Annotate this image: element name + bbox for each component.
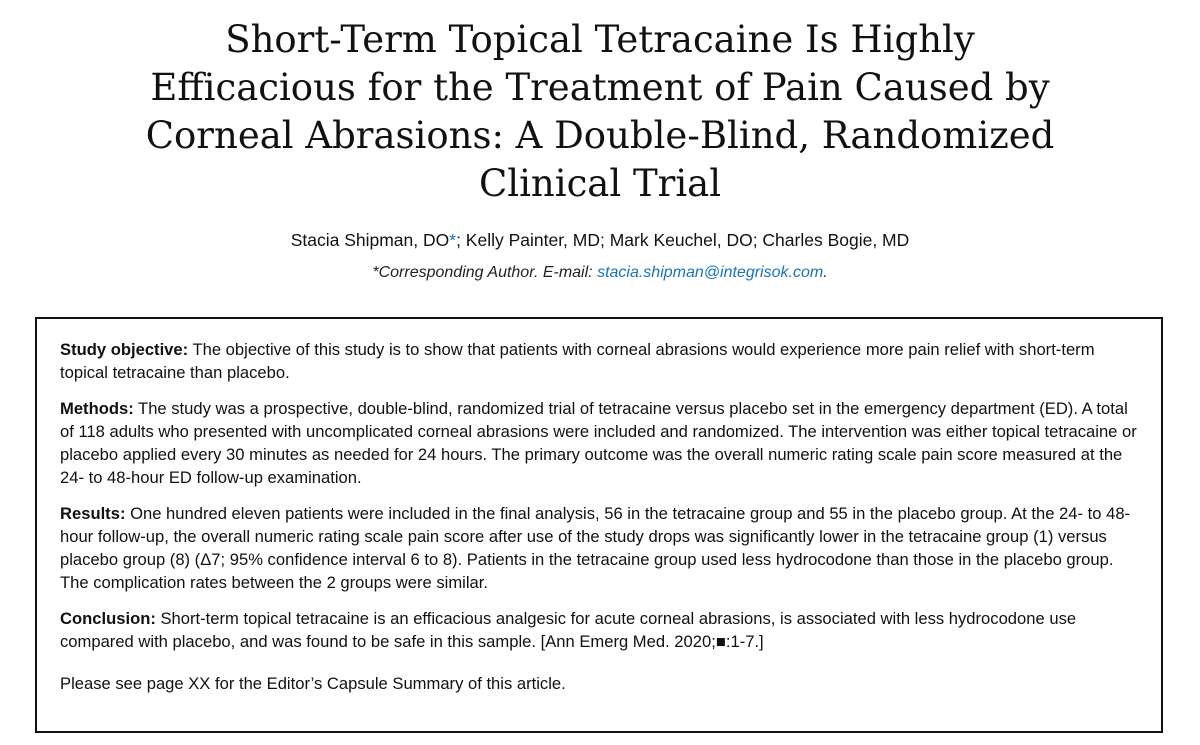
abstract-box [35, 317, 1163, 733]
conclusion-paragraph [60, 607, 1139, 653]
email-link[interactable]: stacia.shipman@integrisok.com [597, 264, 824, 281]
objective-label: Study objective: [60, 340, 189, 359]
corresponding-suffix: . [823, 264, 828, 281]
title-line: Clinical Trial [478, 162, 722, 205]
objective-text: The objective of this study is to show that patients with corneal abrasions would experience more pain relief with short-term topical tetracaine than placebo. [60, 340, 1095, 382]
article-title [0, 16, 1200, 208]
author-list [0, 230, 1200, 251]
methods-label: Methods: [60, 399, 134, 418]
corresponding-author-note [0, 264, 1200, 282]
conclusion-label: Conclusion: [60, 609, 156, 628]
capsule-summary-note: Please see page XX for the Editor’s Capsule Summary of this article. [60, 674, 566, 693]
methods-text: The study was a prospective, double-blind, randomized trial of tetracaine versus placebo set in the emergency department (ED). A total of 118 adults who presented with uncomplicated corneal abrasions were included and randomized. The intervention was either topical tetracaine or placebo applied every 30 minutes as needed for 24 hours. The primary outcome was the overall numeric rating scale pain score measured at the 24- to 48-hour ED follow-up examination. [60, 399, 1137, 487]
author-names-rest: ; Kelly Painter, MD; Mark Keuchel, DO; Charles Bogie, MD [456, 230, 910, 250]
results-label: Results: [60, 504, 126, 523]
title-line: Efficacious for the Treatment of Pain Caused by [150, 66, 1050, 109]
results-text: One hundred eleven patients were included in the final analysis, 56 in the tetracaine group and 55 in the placebo group. At the 24- to 48-hour follow-up, the overall numeric rating scale pain score after use of the study drops was significantly lower in the tetracaine group (1) versus placebo group (8) (Δ7; 95% confidence interval 6 to 8). Patients in the tetracaine group used less hydrocodone than those in the placebo group. The complication rates between the 2 groups were similar. [60, 504, 1131, 592]
author-name: Stacia Shipman, DO [290, 230, 450, 250]
objective-paragraph [60, 338, 1139, 384]
methods-paragraph [60, 397, 1139, 489]
results-paragraph [60, 502, 1139, 594]
title-line: Short-Term Topical Tetracaine Is Highly [225, 18, 975, 61]
corresponding-label: *Corresponding Author. E-mail: [372, 264, 598, 281]
corresponding-author-marker[interactable]: * [449, 230, 457, 250]
title-line: Corneal Abrasions: A Double-Blind, Randomized [145, 114, 1055, 157]
conclusion-text: Short-term topical tetracaine is an efficacious analgesic for acute corneal abrasions, is associated with less hydrocodone use compared with placebo, and was found to be safe in this sample. [Ann Emerg Med. 2020;■:1-7.] [60, 609, 1077, 651]
